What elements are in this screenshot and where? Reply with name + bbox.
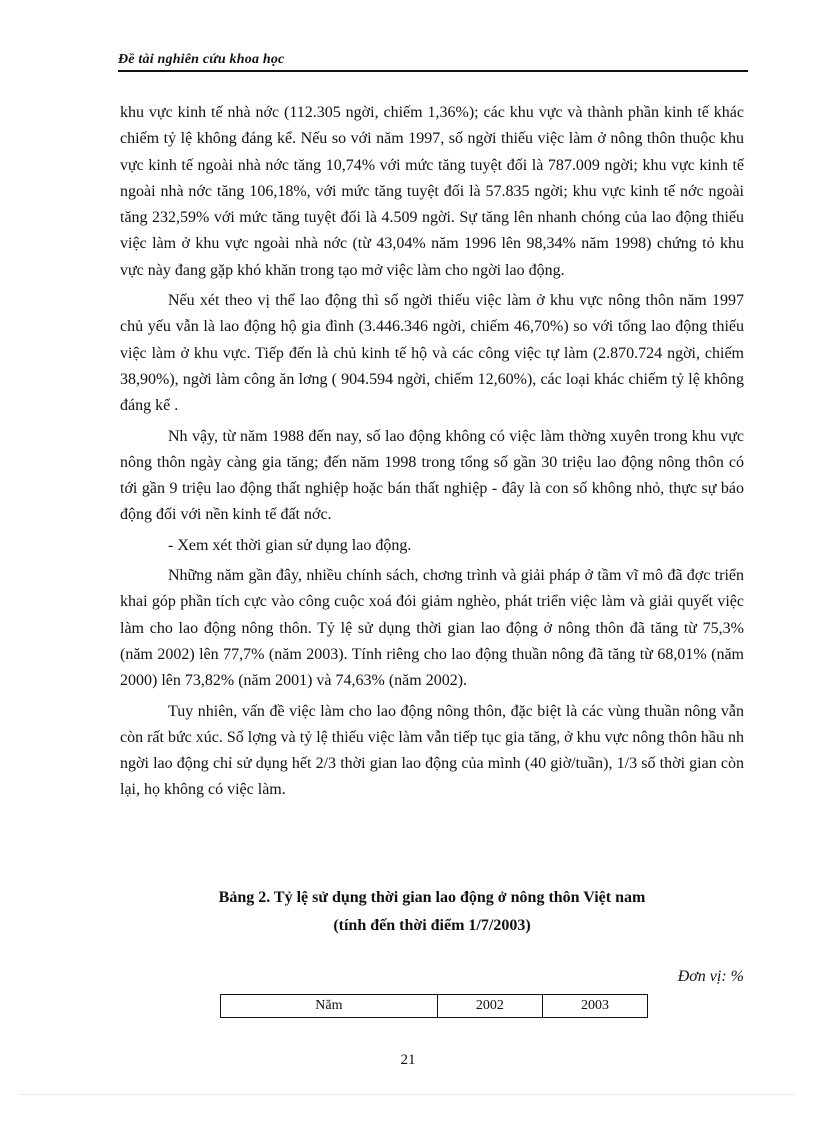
table-header-row bbox=[221, 995, 648, 1018]
paragraph: Tuy nhiên, vấn đề việc làm cho lao động nông thôn, đặc biệt là các vùng thuần nông vẫn còn rất bức xúc. Số lợng và tỷ lệ thiếu việc làm vẫn tiếp tục gia tăng, ở khu vực nông thôn hầu nh ngời lao động chỉ sử dụng hết 2/3 thời gian lao động của mình (40 giờ/tuần), 1/3 số thời gian còn lại, họ không có việc làm. bbox=[120, 702, 744, 799]
data-table bbox=[220, 994, 648, 1018]
page-header bbox=[118, 50, 748, 72]
table-caption-title: Bảng 2. Tỷ lệ sử dụng thời gian lao động ở nông thôn Việt nam bbox=[218, 889, 646, 906]
paragraph: Nếu xét theo vị thế lao động thì số ngời thiếu việc làm ở khu vực nông thôn năm 1997 chủ yếu vẫn là lao động hộ gia đình (3.446.346 ngời, chiếm 46,70%) so với tổng lao động thiếu việc làm ở khu vực. Tiếp đến là chủ kinh tế hộ và các công việc tự làm (2.870.724 ngời, chiếm 38,90%), ngời làm công ăn lơng ( 904.594 ngời, chiếm 12,60%), các loại khác chiếm tỷ lệ không đáng kể . bbox=[120, 292, 744, 415]
paragraph: Nh vậy, từ năm 1988 đến nay, số lao động không có việc làm thờng xuyên trong khu vực nông thôn ngày càng gia tăng; đến năm 1998 trong tổng số gần 30 triệu lao động nông thôn có tới gần 9 triệu lao động thất nghiệp hoặc bán thất nghiệp - đây là con số không nhỏ, thực sự báo động đối với nền kinh tế đất nớc. bbox=[120, 427, 744, 524]
paragraph: - Xem xét thời gian sử dụng lao động. bbox=[168, 536, 412, 554]
table-caption-subtitle: (tính đến thời điểm 1/7/2003) bbox=[333, 917, 531, 934]
header-title: Đề tài nghiên cứu khoa học bbox=[118, 52, 285, 67]
paragraph: khu vực kinh tế nhà nớc (112.305 ngời, chiếm 1,36%); các khu vực và thành phần kinh tế khác chiếm tỷ lệ không đáng kể. Nếu so với năm 1997, số ngời thiếu việc làm ở nông thôn thuộc khu vực kinh tế ngoài nhà nớc tăng 10,74% với mức tăng tuyệt đối là 787.009 ngời; khu vực kinh tế ngoài nhà nớc tăng 106,18%, với mức tăng tuyệt đối là 57.835 ngời; khu vực kinh tế nớc ngoài tăng 232,59% với mức tăng tuyệt đối là 4.509 ngời. Sự tăng lên nhanh chóng của lao động thiếu việc làm ở khu vực ngoài nhà nớc (từ 43,04% năm 1996 lên 98,34% năm 1998) chứng tỏ khu vực này đang gặp khó khăn trong tạo mở việc làm cho ngời lao động. bbox=[120, 104, 744, 279]
table-header-cell: 2003 bbox=[542, 995, 647, 1018]
body-text bbox=[120, 100, 744, 808]
page-bottom-divider bbox=[20, 1094, 796, 1095]
unit-label: Đơn vị: % bbox=[677, 968, 744, 985]
table-caption bbox=[120, 884, 744, 940]
page-number: 21 bbox=[400, 1052, 416, 1068]
paragraph: Những năm gần đây, nhiều chính sách, chơng trình và giải pháp ở tầm vĩ mô đã đợc triển khai góp phần tích cực vào công cuộc xoá đói giảm nghèo, phát triển việc làm và giải quyết việc làm cho lao động nông thôn. Tỷ lệ sử dụng thời gian lao động ở nông thôn đã tăng từ 75,3% (năm 2002) lên 77,7% (năm 2003). Tính riêng cho lao động thuần nông đã tăng từ 68,01% (năm 2000) lên 73,82% (năm 2001) và 74,63% (năm 2002). bbox=[120, 567, 744, 690]
table-header-cell: Năm bbox=[221, 995, 438, 1018]
table-header-cell: 2002 bbox=[437, 995, 542, 1018]
